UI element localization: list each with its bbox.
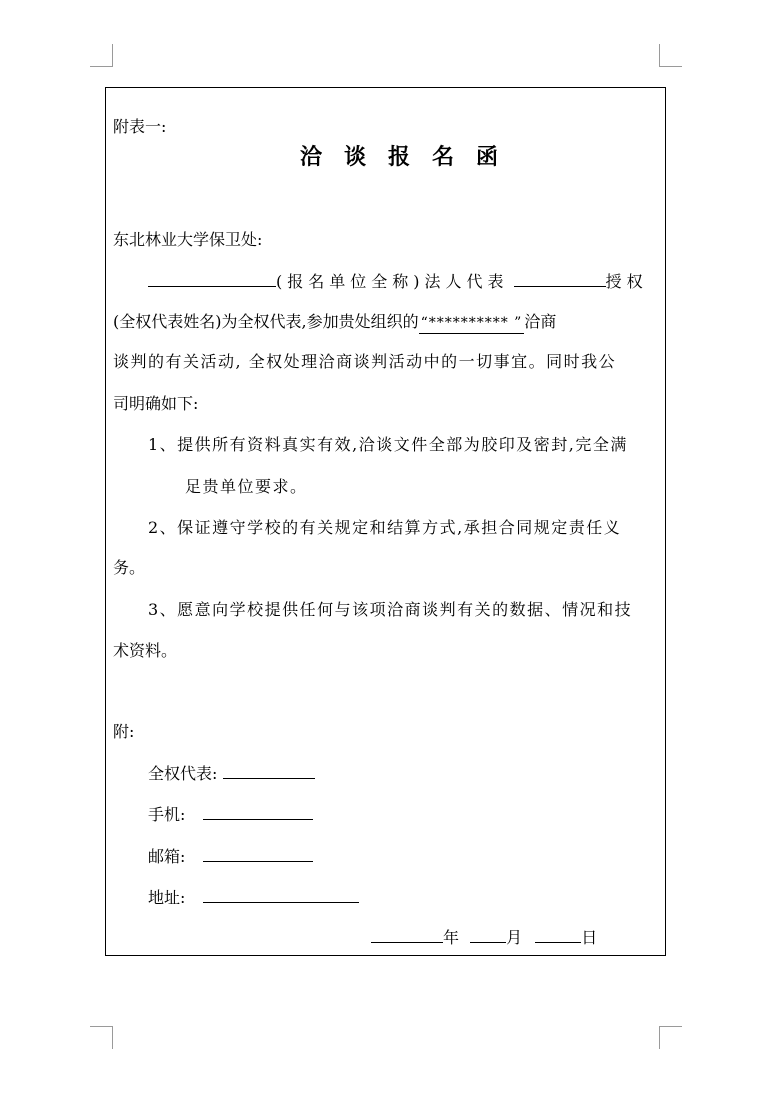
unit-name-blank[interactable] <box>148 272 276 287</box>
item-2-line2: 务。 <box>113 558 146 577</box>
rep-row <box>148 764 315 784</box>
unit-hint-text: (报名单位全称)法人代表 <box>276 272 509 291</box>
para1-line1 <box>148 272 648 292</box>
page-title: 洽谈报名函 <box>300 144 521 170</box>
item-3-line2: 术资料。 <box>113 641 178 660</box>
phone-field[interactable] <box>203 805 313 820</box>
authorize-text: 授权 <box>605 272 648 291</box>
item-1-line2: 足贵单位要求。 <box>185 477 308 496</box>
address-label: 地址: <box>148 888 186 907</box>
email-field[interactable] <box>203 847 313 862</box>
year-label: 年 <box>443 928 460 947</box>
para1-line3: 谈判的有关活动, 全权处理洽商谈判活动中的一切事宜。同时我公 <box>113 352 617 371</box>
rep-field[interactable] <box>223 764 315 779</box>
phone-label: 手机: <box>148 805 186 824</box>
rep-label: 全权代表: <box>148 764 218 783</box>
year-field[interactable] <box>371 928 443 943</box>
month-field[interactable] <box>470 928 506 943</box>
corner-mark-bottom-right <box>659 1026 682 1049</box>
date-row <box>371 928 597 948</box>
corner-mark-top-right <box>659 44 682 67</box>
day-field[interactable] <box>535 928 581 943</box>
para1-line2-text: (全权代表姓名)为全权代表,参加贵处组织的 <box>113 312 419 331</box>
para1-line2 <box>113 312 556 334</box>
legal-rep-blank[interactable] <box>514 272 606 287</box>
email-label: 邮箱: <box>148 847 186 866</box>
item-3-line1: 3、愿意向学校提供任何与该项洽商谈判有关的数据、情况和技 <box>148 600 633 619</box>
item-2-line1: 2、保证遵守学校的有关规定和结算方式,承担合同规定责任义 <box>148 518 622 537</box>
salutation: 东北林业大学保卫处: <box>113 230 263 249</box>
month-label: 月 <box>506 928 523 947</box>
email-row <box>148 847 313 867</box>
item-1-line1: 1、提供所有资料真实有效,洽谈文件全部为胶印及密封,完全满 <box>148 435 628 454</box>
attach-label: 附: <box>113 722 135 741</box>
para1-line2-end: 洽商 <box>524 312 557 331</box>
address-row <box>148 888 359 908</box>
project-name-field[interactable]: “********** ” <box>419 313 525 334</box>
address-field[interactable] <box>203 888 359 903</box>
corner-mark-bottom-left <box>90 1026 113 1049</box>
para1-line4: 司明确如下: <box>113 394 199 413</box>
corner-mark-top-left <box>90 44 113 67</box>
phone-row <box>148 805 313 825</box>
annex-label: 附表一: <box>113 117 167 136</box>
day-label: 日 <box>581 928 598 947</box>
